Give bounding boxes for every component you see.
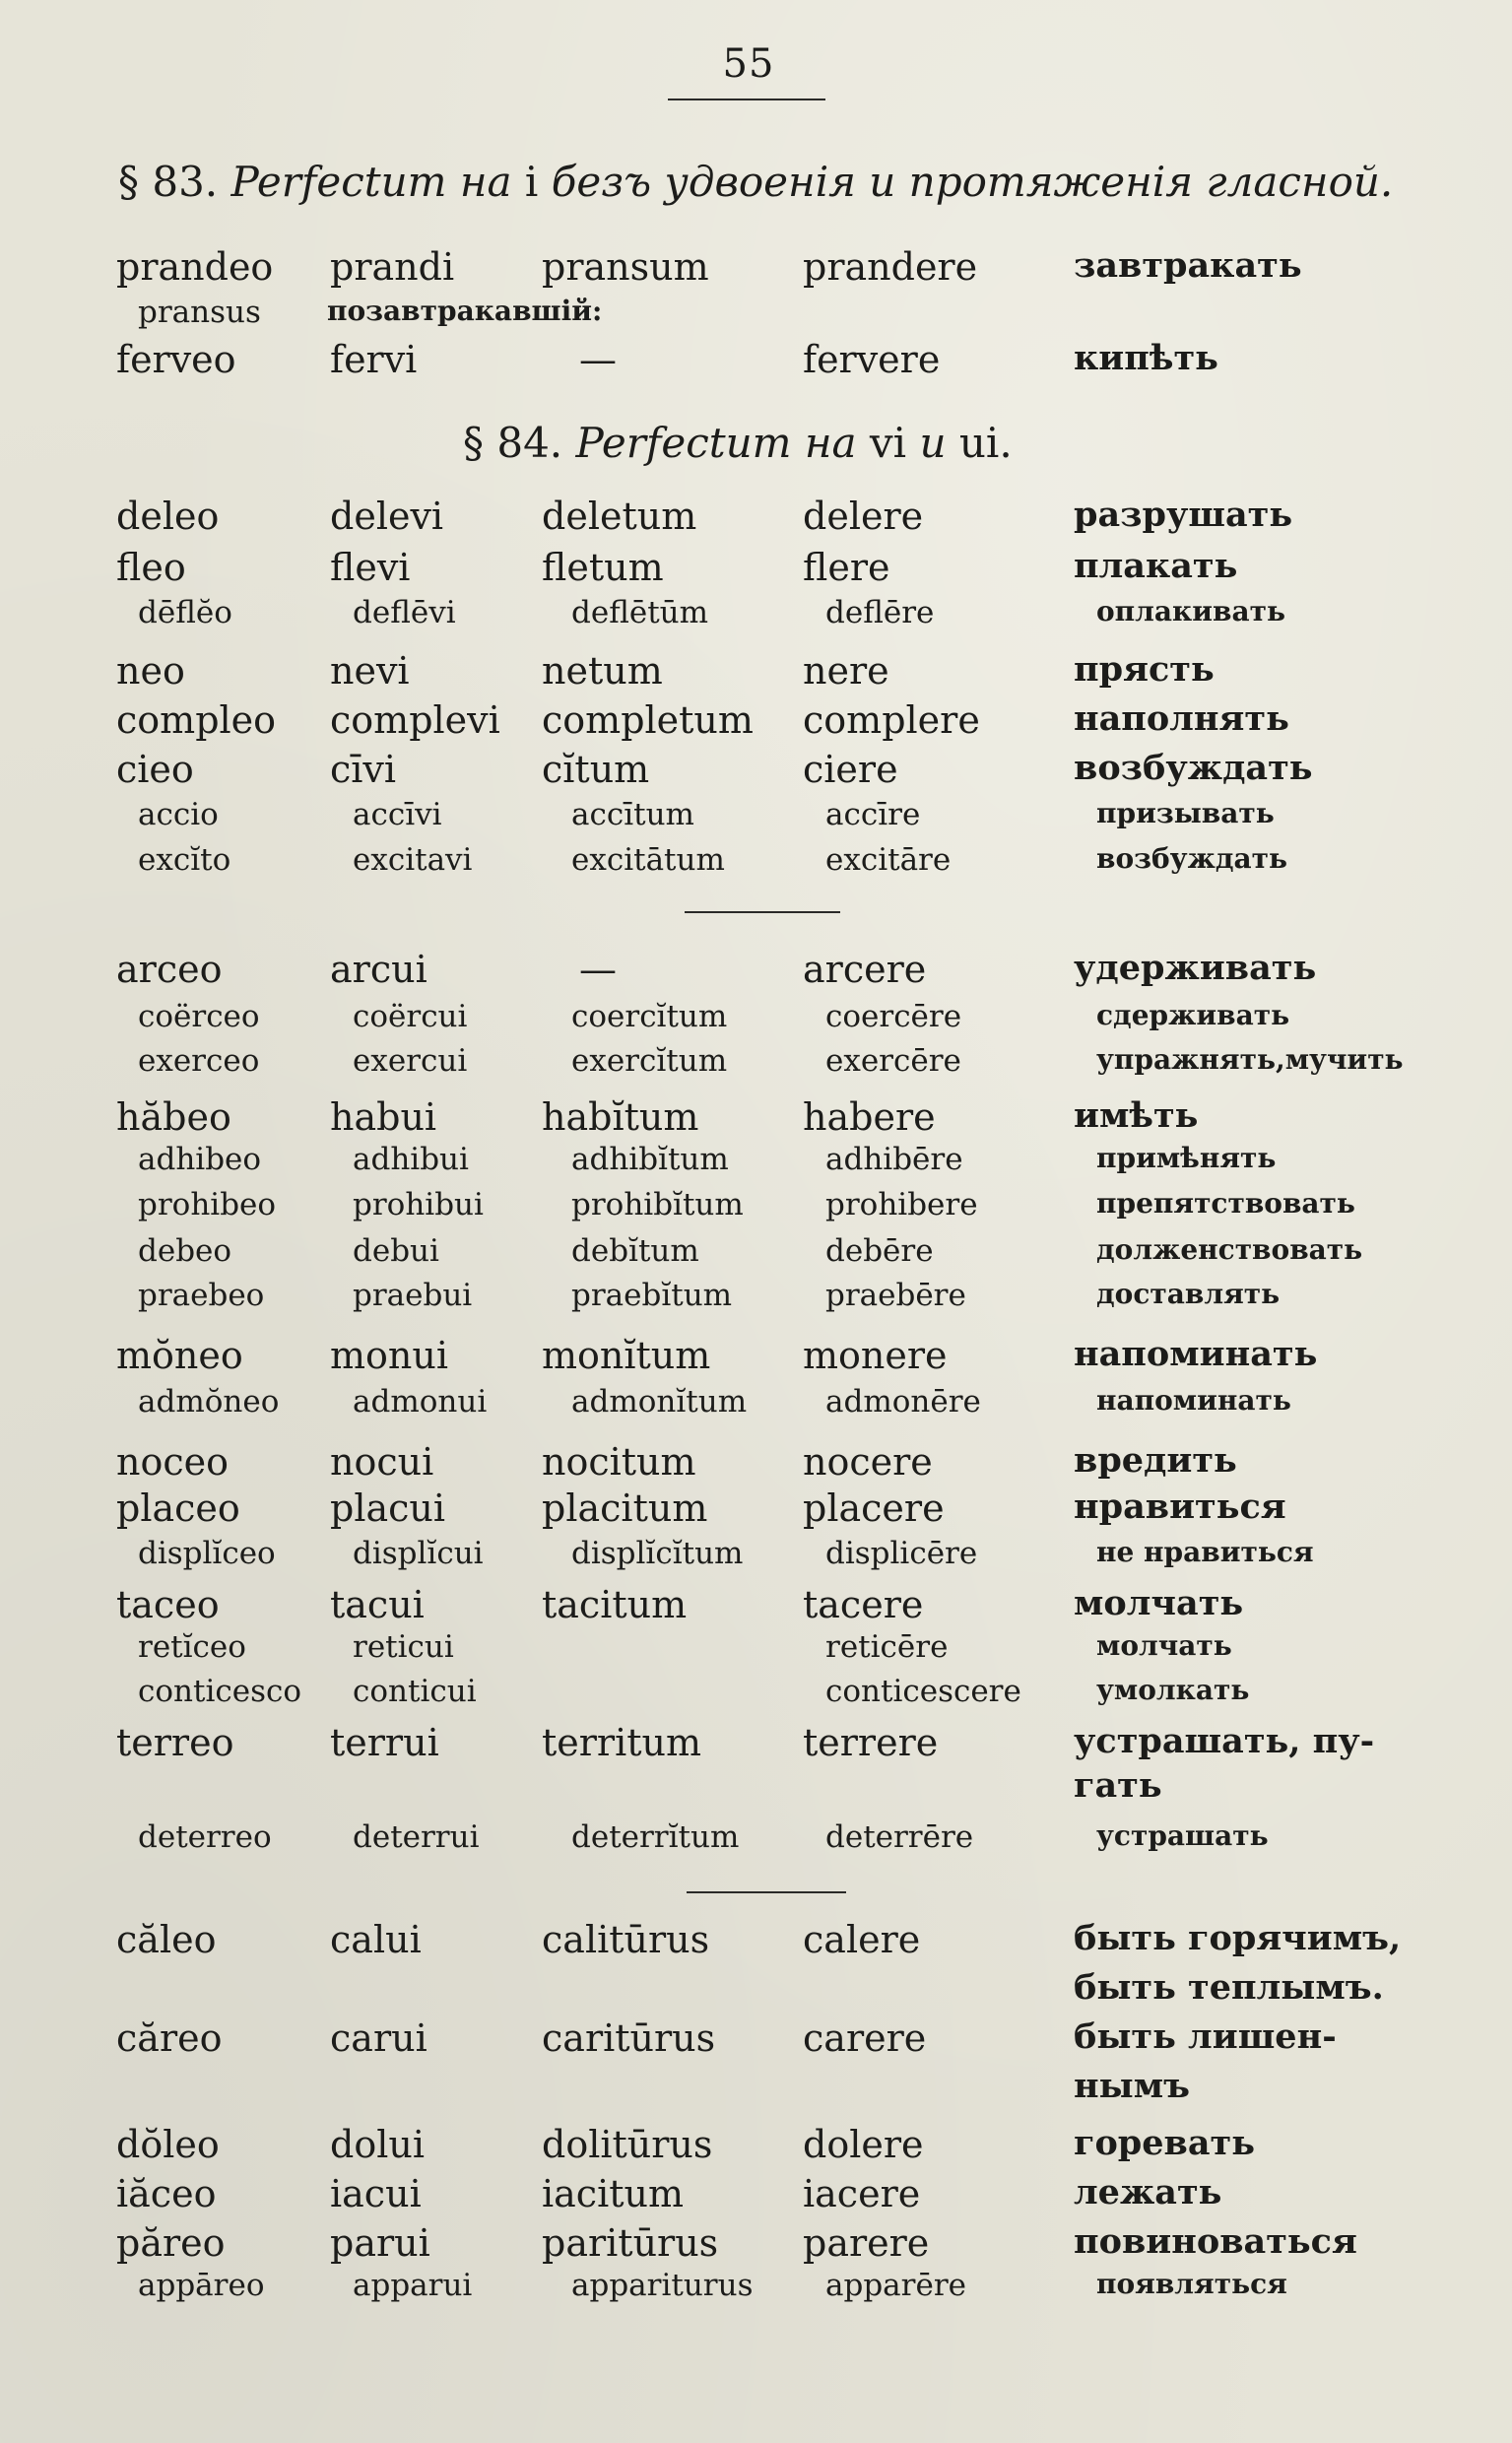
- translation-continuation-row: [0, 1967, 1512, 2008]
- supine-cell: prohibĭtum: [571, 1187, 744, 1222]
- verb-row: [0, 595, 1512, 630]
- infinitive-cell: ciere: [803, 748, 898, 791]
- section-83-heading: [118, 158, 1393, 206]
- infinitive-cell: prohibere: [825, 1187, 978, 1222]
- supine-cell: tacitum: [542, 1583, 688, 1626]
- translation-cell: молчать: [1096, 1629, 1232, 1662]
- present-cell: căreo: [116, 2016, 223, 2060]
- present-cell: prandeo: [116, 245, 274, 289]
- verb-row: [0, 1278, 1512, 1313]
- perfect-cell: reticui: [353, 1629, 454, 1665]
- participle-form: pransus: [138, 295, 261, 330]
- present-cell: compleo: [116, 698, 277, 742]
- translation-cell: быть лишен-: [1074, 2016, 1337, 2057]
- verb-row: [0, 698, 1512, 742]
- supine-cell: adhibĭtum: [571, 1142, 729, 1177]
- supine-cell: placitum: [542, 1486, 708, 1530]
- translation-cell: молчать: [1074, 1583, 1244, 1623]
- supine-cell: dolitūrus: [542, 2123, 713, 2166]
- present-cell: ferveo: [116, 338, 236, 381]
- present-cell: praebeo: [138, 1278, 265, 1313]
- present-cell: appāreo: [138, 2268, 265, 2303]
- infinitive-cell: placere: [803, 1486, 945, 1530]
- infinitive-cell: conticescere: [825, 1674, 1021, 1709]
- verb-row: [0, 1674, 1512, 1709]
- infinitive-cell: carere: [803, 2016, 927, 2060]
- perfect-cell: nevi: [330, 649, 410, 693]
- present-cell: noceo: [116, 1440, 229, 1484]
- participle-note-row: [0, 295, 1512, 330]
- translation-cell: призывать: [1096, 797, 1275, 829]
- infinitive-cell: tacere: [803, 1583, 924, 1626]
- verb-row: [0, 1142, 1512, 1177]
- supine-cell: paritūrus: [542, 2221, 719, 2265]
- supine-cell: debĭtum: [571, 1233, 699, 1269]
- infinitive-cell: excitāre: [825, 842, 952, 878]
- perfect-cell: cīvi: [330, 748, 397, 791]
- infinitive-cell: exercēre: [825, 1043, 961, 1079]
- perfect-cell: iacui: [330, 2172, 422, 2215]
- infinitive-cell: debēre: [825, 1233, 934, 1269]
- translation-cell: оплакивать: [1096, 595, 1285, 627]
- infinitive-cell: delere: [803, 495, 924, 538]
- translation-cell: напоминать: [1074, 1334, 1318, 1374]
- verb-row: [0, 1440, 1512, 1484]
- verb-row: [0, 842, 1512, 878]
- supine-cell: completum: [542, 698, 754, 742]
- supine-cell: exercĭtum: [571, 1043, 728, 1079]
- infinitive-cell: calere: [803, 1918, 921, 1961]
- group-divider-1: [685, 911, 840, 913]
- supine-cell: —: [579, 338, 617, 381]
- present-cell: adhibeo: [138, 1142, 262, 1177]
- supine-cell: nocitum: [542, 1440, 696, 1484]
- supine-cell: calitūrus: [542, 1918, 710, 1961]
- present-cell: arceo: [116, 948, 223, 991]
- section-84-heading: [463, 419, 1013, 467]
- infinitive-cell: adhibēre: [825, 1142, 963, 1177]
- verb-row: [0, 546, 1512, 589]
- section-83-symbol: § 83.: [118, 158, 219, 206]
- perfect-cell: admonui: [353, 1384, 488, 1420]
- translation-cell: быть теплымъ.: [1074, 1967, 1384, 2008]
- present-cell: păreo: [116, 2221, 226, 2265]
- verb-row: [0, 338, 1512, 381]
- section-84-title-and: и: [919, 419, 947, 467]
- supine-cell: monĭtum: [542, 1334, 711, 1377]
- present-cell: placeo: [116, 1486, 240, 1530]
- verb-row: [0, 797, 1512, 832]
- infinitive-cell: apparēre: [825, 2268, 966, 2303]
- present-cell: deterreo: [138, 1819, 272, 1855]
- verb-row: [0, 2268, 1512, 2303]
- verb-row: [0, 948, 1512, 991]
- verb-row: [0, 1187, 1512, 1222]
- verb-row: [0, 1583, 1512, 1626]
- present-cell: accio: [138, 797, 219, 832]
- infinitive-cell: admonēre: [825, 1384, 981, 1420]
- perfect-cell: prandi: [330, 245, 455, 289]
- infinitive-cell: deflēre: [825, 595, 935, 630]
- translation-cell: наполнять: [1074, 698, 1289, 739]
- verb-row: [0, 1384, 1512, 1420]
- supine-cell: admonĭtum: [571, 1384, 748, 1420]
- infinitive-cell: parere: [803, 2221, 930, 2265]
- supine-cell: displĭcĭtum: [571, 1536, 744, 1571]
- perfect-cell: terrui: [330, 1721, 439, 1764]
- present-cell: dŏleo: [116, 2123, 220, 2166]
- verb-row: [0, 245, 1512, 289]
- supine-cell: coercĭtum: [571, 999, 728, 1034]
- translation-cell: гать: [1074, 1765, 1162, 1806]
- supine-cell: pransum: [542, 245, 709, 289]
- present-cell: fleo: [116, 546, 186, 589]
- infinitive-cell: deterrēre: [825, 1819, 974, 1855]
- perfect-cell: adhibui: [353, 1142, 469, 1177]
- verb-row: [0, 748, 1512, 791]
- present-cell: cieo: [116, 748, 194, 791]
- translation-cell: устрашать: [1096, 1819, 1269, 1852]
- translation-cell: удерживать: [1074, 948, 1317, 988]
- verb-row: [0, 495, 1512, 538]
- translation-cell: горевать: [1074, 2123, 1255, 2163]
- perfect-cell: debui: [353, 1233, 439, 1269]
- present-cell: excĭto: [138, 842, 231, 878]
- translation-cell: кипѣть: [1074, 338, 1218, 378]
- section-84-title-mid: vi: [869, 419, 907, 467]
- infinitive-cell: coercēre: [825, 999, 962, 1034]
- translation-cell: доставлять: [1096, 1278, 1281, 1310]
- perfect-cell: calui: [330, 1918, 422, 1961]
- page-number-rule: [668, 99, 825, 100]
- present-cell: iăceo: [116, 2172, 217, 2215]
- verb-row: [0, 2221, 1512, 2265]
- perfect-cell: accīvi: [353, 797, 442, 832]
- translation-cell: нымъ: [1074, 2066, 1190, 2106]
- supine-cell: netum: [542, 649, 663, 693]
- supine-cell: excitātum: [571, 842, 725, 878]
- perfect-cell: complevi: [330, 698, 500, 742]
- supine-cell: —: [579, 948, 617, 991]
- present-cell: debeo: [138, 1233, 232, 1269]
- translation-cell: сдерживать: [1096, 999, 1290, 1031]
- perfect-cell: apparui: [353, 2268, 473, 2303]
- verb-row: [0, 1819, 1512, 1855]
- translation-cell: разрушать: [1074, 495, 1293, 535]
- translation-cell: появляться: [1096, 2268, 1287, 2300]
- section-83-title-italic: Perfectum на: [230, 158, 512, 206]
- present-cell: terreo: [116, 1721, 234, 1764]
- translation-cell: примѣнять: [1096, 1142, 1277, 1174]
- verb-row: [0, 2172, 1512, 2215]
- translation-cell: быть горячимъ,: [1074, 1918, 1402, 1958]
- present-cell: taceo: [116, 1583, 220, 1626]
- infinitive-cell: monere: [803, 1334, 948, 1377]
- infinitive-cell: reticēre: [825, 1629, 949, 1665]
- translation-cell: возбуждать: [1096, 842, 1288, 875]
- perfect-cell: fervi: [330, 338, 418, 381]
- perfect-cell: habui: [330, 1095, 437, 1139]
- supine-cell: fletum: [542, 546, 664, 589]
- section-83-title-rest: безъ удвоенія и протяженія гласной.: [551, 158, 1394, 206]
- supine-cell: caritūrus: [542, 2016, 716, 2060]
- infinitive-cell: accīre: [825, 797, 921, 832]
- section-84-title-italic: Perfectum на: [575, 419, 857, 467]
- present-cell: deleo: [116, 495, 220, 538]
- translation-cell: имѣть: [1074, 1095, 1199, 1136]
- verb-row: [0, 1043, 1512, 1079]
- present-cell: căleo: [116, 1918, 217, 1961]
- perfect-cell: monui: [330, 1334, 449, 1377]
- supine-cell: territum: [542, 1721, 702, 1764]
- perfect-cell: placui: [330, 1486, 446, 1530]
- perfect-cell: arcui: [330, 948, 427, 991]
- perfect-cell: nocui: [330, 1440, 434, 1484]
- section-84-symbol: § 84.: [463, 419, 563, 467]
- verb-row: [0, 2016, 1512, 2060]
- verb-row: [0, 1095, 1512, 1139]
- perfect-cell: flevi: [330, 546, 411, 589]
- translation-cell: упражнять,мучить: [1096, 1043, 1404, 1076]
- perfect-cell: excitavi: [353, 842, 473, 878]
- perfect-cell: exercui: [353, 1043, 468, 1079]
- verb-row: [0, 1486, 1512, 1530]
- supine-cell: cĭtum: [542, 748, 650, 791]
- translation-cell: долженствовать: [1096, 1233, 1363, 1266]
- translation-continuation-row: [0, 2066, 1512, 2106]
- supine-cell: deterrĭtum: [571, 1819, 740, 1855]
- translation-cell: умолкать: [1096, 1674, 1250, 1706]
- present-cell: dēflĕo: [138, 595, 232, 630]
- perfect-cell: praebui: [353, 1278, 473, 1313]
- present-cell: exerceo: [138, 1043, 260, 1079]
- infinitive-cell: arcere: [803, 948, 927, 991]
- translation-cell: повиноваться: [1074, 2221, 1357, 2262]
- group-divider-2: [687, 1891, 846, 1893]
- page-number: 55: [722, 41, 775, 87]
- translation-cell: завтракать: [1074, 245, 1302, 286]
- perfect-cell: conticui: [353, 1674, 477, 1709]
- perfect-cell: parui: [330, 2221, 430, 2265]
- perfect-cell: prohibui: [353, 1187, 484, 1222]
- perfect-cell: deflēvi: [353, 595, 456, 630]
- infinitive-cell: prandere: [803, 245, 978, 289]
- perfect-cell: deterrui: [353, 1819, 480, 1855]
- verb-row: [0, 1334, 1512, 1377]
- perfect-cell: dolui: [330, 2123, 425, 2166]
- perfect-cell: delevi: [330, 495, 444, 538]
- present-cell: displĭceo: [138, 1536, 276, 1571]
- translation-cell: препятствовать: [1096, 1187, 1355, 1220]
- supine-cell: deletum: [542, 495, 697, 538]
- supine-cell: appariturus: [571, 2268, 754, 2303]
- present-cell: admŏneo: [138, 1384, 280, 1420]
- perfect-cell: tacui: [330, 1583, 425, 1626]
- supine-cell: deflētūm: [571, 595, 709, 630]
- verb-row: [0, 1721, 1512, 1764]
- verb-row: [0, 1918, 1512, 1961]
- translation-cell: напоминать: [1096, 1384, 1291, 1417]
- verb-row: [0, 999, 1512, 1034]
- supine-cell: praebĭtum: [571, 1278, 733, 1313]
- translation-cell: плакать: [1074, 546, 1238, 586]
- present-cell: coërceo: [138, 999, 260, 1034]
- verb-row: [0, 1629, 1512, 1665]
- infinitive-cell: nere: [803, 649, 889, 693]
- present-cell: conticesco: [138, 1674, 302, 1709]
- infinitive-cell: complere: [803, 698, 980, 742]
- translation-cell: не нравиться: [1096, 1536, 1314, 1568]
- translation-cell: нравиться: [1074, 1486, 1286, 1527]
- present-cell: retĭceo: [138, 1629, 246, 1665]
- infinitive-cell: terrere: [803, 1721, 939, 1764]
- translation-continuation-row: [0, 1765, 1512, 1806]
- section-84-title-end: ui.: [958, 419, 1013, 467]
- infinitive-cell: habere: [803, 1095, 936, 1139]
- translation-cell: вредить: [1074, 1440, 1237, 1481]
- translation-cell: возбуждать: [1074, 748, 1313, 788]
- present-cell: prohibeo: [138, 1187, 277, 1222]
- infinitive-cell: fervere: [803, 338, 941, 381]
- infinitive-cell: praebēre: [825, 1278, 966, 1313]
- perfect-cell: displĭcui: [353, 1536, 484, 1571]
- infinitive-cell: displicēre: [825, 1536, 978, 1571]
- present-cell: hăbeo: [116, 1095, 231, 1139]
- perfect-cell: coërcui: [353, 999, 468, 1034]
- infinitive-cell: nocere: [803, 1440, 933, 1484]
- infinitive-cell: iacere: [803, 2172, 921, 2215]
- section-83-title-mid: i: [524, 158, 539, 206]
- verb-row: [0, 649, 1512, 693]
- supine-cell: iacitum: [542, 2172, 685, 2215]
- verb-row: [0, 1233, 1512, 1269]
- supine-cell: habĭtum: [542, 1095, 699, 1139]
- supine-cell: accītum: [571, 797, 694, 832]
- verb-row: [0, 2123, 1512, 2166]
- infinitive-cell: flere: [803, 546, 890, 589]
- verb-row: [0, 1536, 1512, 1571]
- participle-gloss: позавтракавшій:: [327, 295, 603, 327]
- perfect-cell: carui: [330, 2016, 427, 2060]
- infinitive-cell: dolere: [803, 2123, 924, 2166]
- translation-cell: прясть: [1074, 649, 1215, 690]
- translation-cell: устрашать, пу-: [1074, 1721, 1375, 1761]
- translation-cell: лежать: [1074, 2172, 1222, 2212]
- present-cell: mŏneo: [116, 1334, 243, 1377]
- present-cell: neo: [116, 649, 185, 693]
